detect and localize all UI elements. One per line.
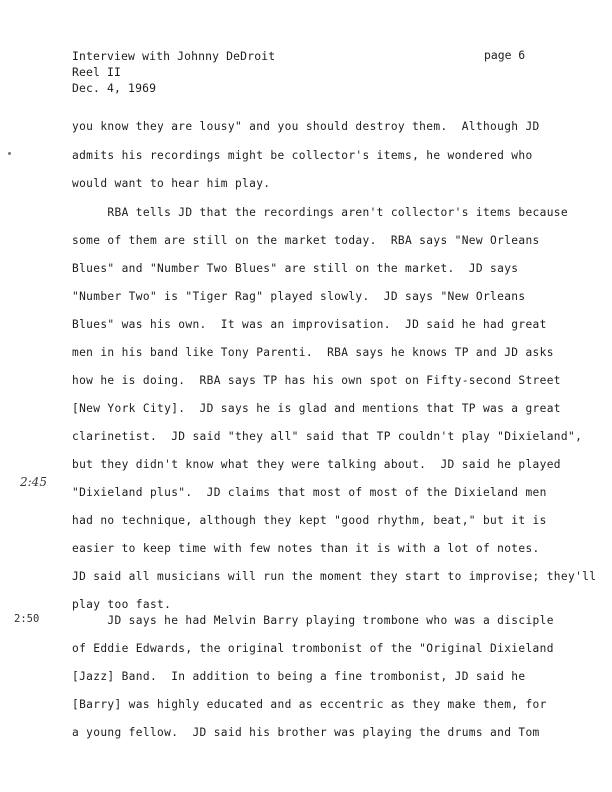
page-number: page 6 xyxy=(484,48,526,62)
body-line: of Eddie Edwards, the original trombonist of the "Original Dixieland xyxy=(72,642,554,655)
body-line: play too fast. xyxy=(72,598,172,611)
margin-timestamp-1: 2:45 xyxy=(20,475,47,489)
body-line: but they didn't know what they were talking about. JD said he played xyxy=(72,458,561,471)
body-line: [Jazz] Band. In addition to being a fine trombonist, JD said he xyxy=(72,670,526,683)
header-interview-title: Interview with Johnny DeDroit xyxy=(72,49,276,63)
body-line: admits his recordings might be collector's items, he wondered who xyxy=(72,149,533,162)
body-line: men in his band like Tony Parenti. RBA says he knows TP and JD asks xyxy=(72,346,554,359)
body-line: Blues" and "Number Two Blues" are still on the market. JD says xyxy=(72,262,519,275)
body-line: RBA tells JD that the recordings aren't collector's items because xyxy=(72,206,568,219)
body-line: "Dixieland plus". JD claims that most of most of the Dixieland men xyxy=(72,486,547,499)
body-line: JD says he had Melvin Barry playing trombone who was a disciple xyxy=(72,614,554,627)
body-line: "Number Two" is "Tiger Rag" played slowly. JD says "New Orleans xyxy=(72,290,526,303)
scan-speck xyxy=(8,152,11,155)
body-line: [Barry] was highly educated and as eccentric as they make them, for xyxy=(72,698,547,711)
header-reel: Reel II xyxy=(72,65,122,79)
body-line: [New York City]. JD says he is glad and mentions that TP was a great xyxy=(72,402,561,415)
body-line: some of them are still on the market today. RBA says "New Orleans xyxy=(72,234,540,247)
body-line: Blues" was his own. It was an improvisation. JD said he had great xyxy=(72,318,547,331)
body-line: how he is doing. RBA says TP has his own spot on Fifty-second Street xyxy=(72,374,561,387)
body-line: clarinetist. JD said "they all" said that TP couldn't play "Dixieland", xyxy=(72,430,583,443)
body-line: you know they are lousy" and you should destroy them. Although JD xyxy=(72,120,540,133)
body-line: easier to keep time with few notes than it is with a lot of notes. xyxy=(72,542,540,555)
body-line: JD said all musicians will run the moment they start to improvise; they'll xyxy=(72,570,597,583)
header-date: Dec. 4, 1969 xyxy=(72,81,157,95)
body-line: would want to hear him play. xyxy=(72,177,271,190)
body-line: had no technique, although they kept "good rhythm, beat," but it is xyxy=(72,514,547,527)
margin-timestamp-2: 2:50 xyxy=(14,613,40,625)
body-line: a young fellow. JD said his brother was playing the drums and Tom xyxy=(72,726,540,739)
